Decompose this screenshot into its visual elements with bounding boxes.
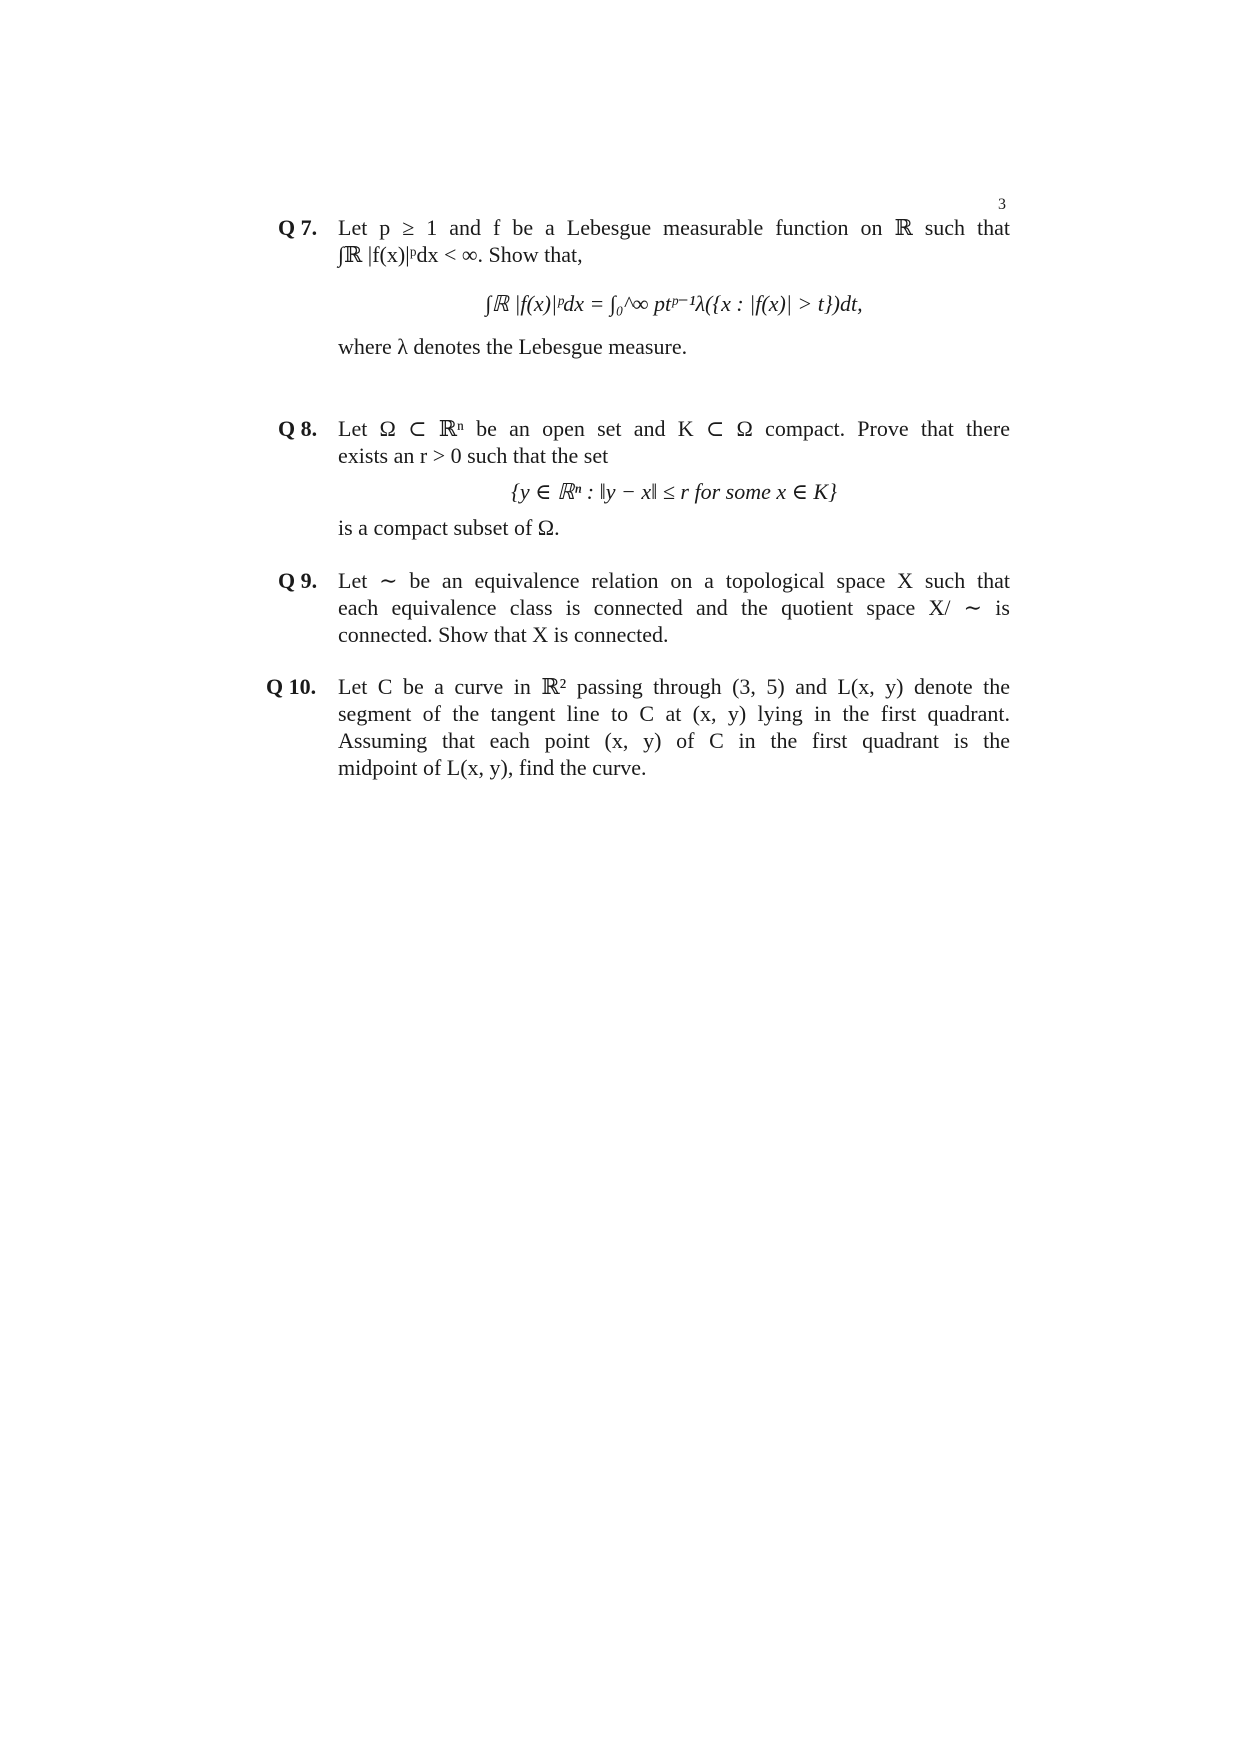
- question-line: Let C be a curve in ℝ² passing through (3, 5) and L(x, y) denote the: [338, 674, 1010, 699]
- question-line: midpoint of L(x, y), find the curve.: [338, 755, 647, 780]
- question-label: Q 9.: [278, 568, 318, 593]
- question-line: segment of the tangent line to C at (x, y) lying in the first quadrant.: [338, 701, 1010, 726]
- question-line: is a compact subset of Ω.: [338, 515, 560, 540]
- question-line: exists an r > 0 such that the set: [338, 443, 609, 468]
- question-line: each equivalence class is connected and the quotient space X/ ∼ is: [338, 595, 1010, 620]
- question-body: [338, 673, 1010, 781]
- question-line: Let Ω ⊂ ℝⁿ be an open set and K ⊂ Ω compact. Prove that there: [338, 416, 1010, 441]
- question-body: [338, 214, 1010, 360]
- question-label: Q 8.: [278, 416, 318, 441]
- question-label: Q 7.: [278, 215, 318, 240]
- question-line: Let ∼ be an equivalence relation on a topological space X such that: [338, 568, 1010, 593]
- question-line: Let p ≥ 1 and f be a Lebesgue measurable function on ℝ such that: [338, 215, 1010, 240]
- display-equation: ∫ℝ |f(x)|ᵖdx = ∫₀^∞ ptᵖ⁻¹λ({x : |f(x)| > t})dt,: [485, 291, 863, 316]
- question-line: Assuming that each point (x, y) of C in the first quadrant is the: [338, 728, 1010, 753]
- question-body: [338, 415, 1010, 541]
- question-line: where λ denotes the Lebesgue measure.: [338, 334, 688, 359]
- display-equation: {y ∈ ℝⁿ : ‖y − x‖ ≤ r for some x ∈ K}: [511, 479, 837, 504]
- question-body: [338, 567, 1010, 648]
- page-number: 3: [998, 196, 1006, 213]
- question-line: connected. Show that X is connected.: [338, 622, 669, 647]
- question-line: ∫ℝ |f(x)|ᵖdx < ∞. Show that,: [338, 242, 583, 267]
- question-label: Q 10.: [266, 674, 317, 699]
